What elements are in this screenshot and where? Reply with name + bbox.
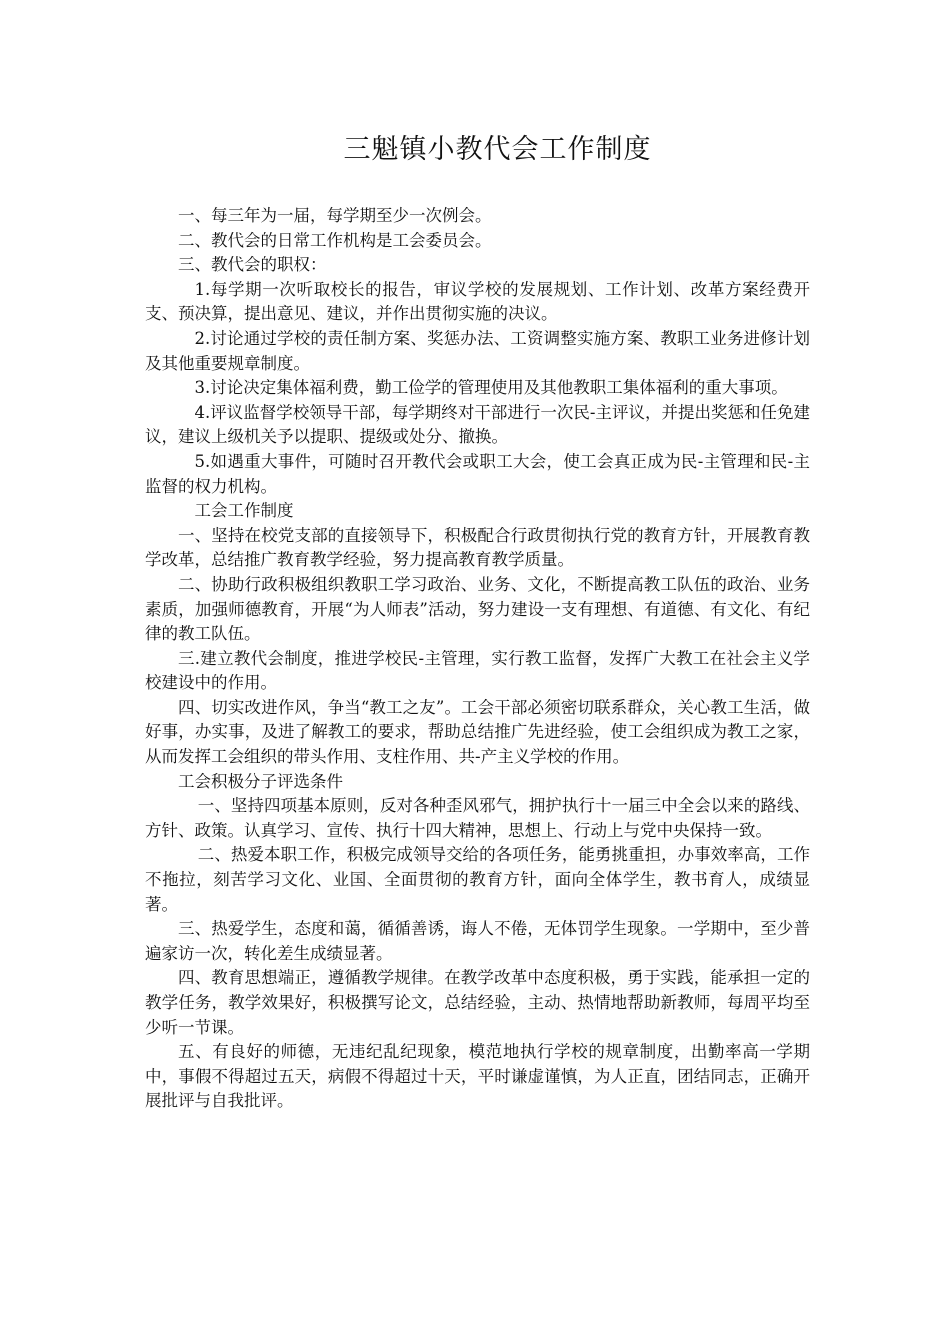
section-heading: 工会工作制度 [194,501,294,521]
section-heading: 工会积极分子评选条件 [178,771,343,791]
paragraph: 三.建立教代会制度，推进学校民-主管理，实行教工监督，发挥广大教工在社会主义学校建设中的作用。 [145,648,810,693]
paragraph: 3.讨论决定集体福利费，勤工俭学的管理使用及其他教职工集体福利的重大事项。 [194,378,788,398]
paragraph: 二、热爱本职工作，积极完成领导交给的各项任务，能勇挑重担，办事效率高，工作不拖拉，刻苦学习文化、业国、全面贯彻的教育方针，面向全体学生，教书育人，成绩显著。 [145,845,810,914]
paragraph: 5.如遇重大事件，可随时召开教代会或职工大会，使工会真正成为民-主管理和民-主监督的权力机构。 [145,451,810,496]
paragraph: 三、教代会的职权： [178,255,327,275]
paragraph: 五、有良好的师德，无违纪乱纪现象，模范地执行学校的规章制度，出勤率高一学期中，事假不得超过五天，病假不得超过十天，平时谦虚谨慎，为人正直，团结同志，正确开展批评与自我批评。 [145,1042,810,1111]
paragraph: 三、热爱学生，态度和蔼，循循善诱，诲人不倦，无体罚学生现象。一学期中，至少普遍家访一次，转化差生成绩显著。 [145,919,810,963]
document-page [145,130,810,1114]
document-title: 三魁镇小教代会工作制度 [343,134,652,165]
paragraph: 四、切实改进作风，争当“教工之友”。工会干部必须密切联系群众，关心教工生活，做好事，办实事，及进了解教工的要求，帮助总结推广先进经验，使工会组织成为教工之家，从而发挥工会组织的带头作用、支柱作用、共-产主义学校的作用。 [145,697,810,767]
paragraph: 一、每三年为一届，每学期至少一次例会。 [178,206,492,225]
paragraph: 二、协助行政积极组织教职工学习政治、业务、文化，不断提高教工队伍的政治、业务素质，加强师德教育，开展“为人师表”活动，努力建设一支有理想、有道德、有文化、有纪律的教工队伍。 [145,574,810,644]
paragraph: 四、教育思想端正，遵循教学规律。在教学改革中态度积极，勇于实践，能承担一定的教学任务，教学效果好，积极撰写论文，总结经验，主动、热情地帮助新教师，每周平均至少听一节课。 [145,968,810,1037]
paragraph: 1.每学期一次听取校长的报告，审议学校的发展规划、工作计划、改革方案经费开支、预决算，提出意见、建议，并作出贯彻实施的决议。 [145,279,810,324]
paragraph: 2.讨论通过学校的责任制方案、奖惩办法、工资调整实施方案、教职工业务进修计划及其他重要规章制度。 [145,328,810,373]
paragraph: 二、教代会的日常工作机构是工会委员会。 [178,230,492,250]
paragraph: 一、坚持四项基本原则，反对各种歪风邪气，拥护执行十一届三中全会以来的路线、方针、政策。认真学习、宣传、执行十四大精神，思想上、行动上与党中央保持一致。 [145,796,810,840]
paragraph: 一、坚持在校党支部的直接领导下，积极配合行政贯彻执行党的教育方针，开展教育教学改革，总结推广教育教学经验，努力提高教育教学质量。 [145,525,810,570]
paragraph: 4.评议监督学校领导干部，每学期终对干部进行一次民-主评议，并提出奖惩和任免建议，建议上级机关予以提职、提级或处分、撤换。 [145,402,810,447]
